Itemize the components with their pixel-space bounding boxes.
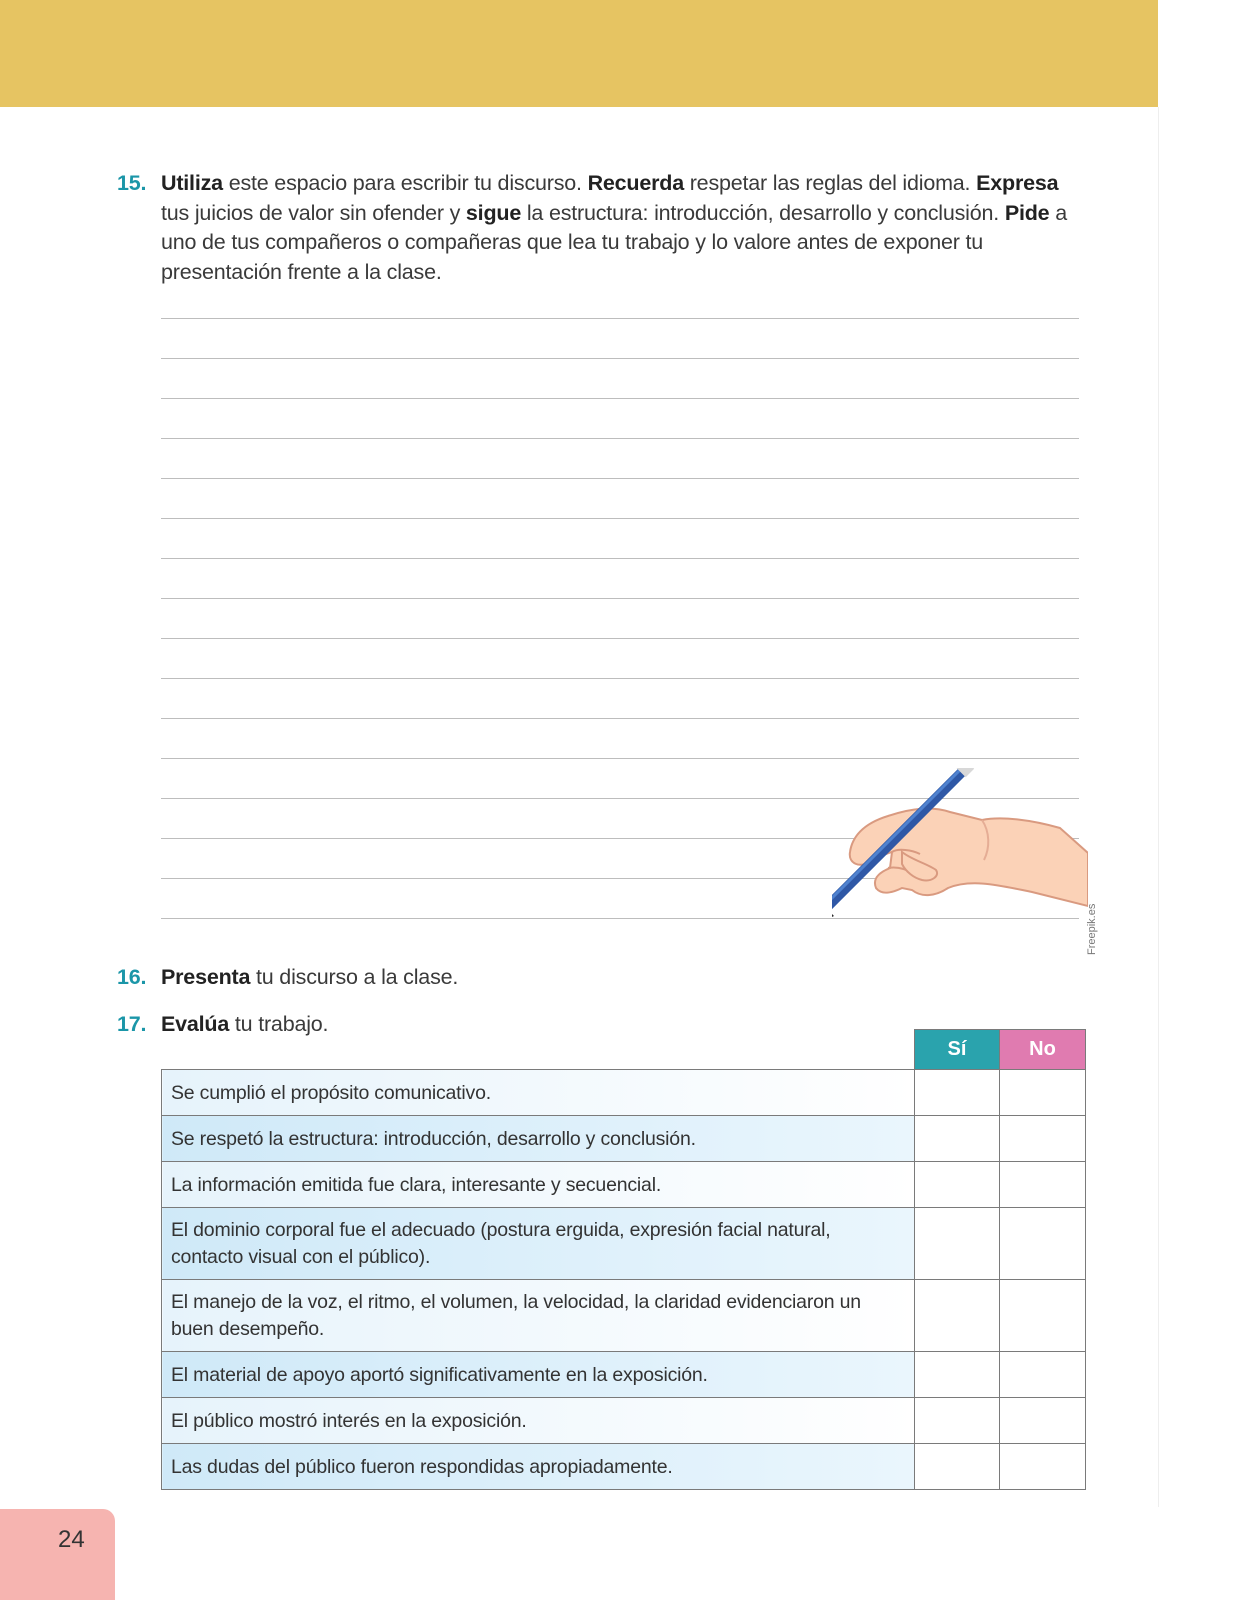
answer-cell-no[interactable] <box>1000 1070 1086 1116</box>
table-row <box>162 1352 1086 1398</box>
column-header-yes: Sí <box>915 1030 1000 1070</box>
instruction-text: respetar las reglas del idioma. <box>683 171 977 195</box>
answer-cell-no[interactable] <box>1000 1208 1086 1280</box>
writing-line[interactable] <box>161 718 1079 719</box>
question-number: 17. <box>117 1012 147 1036</box>
answer-cell-no[interactable] <box>1000 1398 1086 1444</box>
instruction-verb: Presenta <box>161 965 251 989</box>
writing-line[interactable] <box>161 678 1079 679</box>
evaluation-table <box>161 1029 1085 1490</box>
column-header-no: No <box>1000 1030 1086 1070</box>
criterion-cell: El manejo de la voz, el ritmo, el volumen, la velocidad, la claridad evidenciaron un buen desempeño. <box>162 1280 915 1352</box>
answer-cell-yes[interactable] <box>915 1162 1000 1208</box>
instruction-verb: sigue <box>465 200 522 225</box>
writing-line[interactable] <box>161 758 1079 759</box>
instruction-text: tus juicios de valor sin ofender y <box>161 200 466 225</box>
instruction-verb: Evalúa <box>161 1012 230 1036</box>
image-credit <box>1084 895 1104 955</box>
writing-line[interactable] <box>161 478 1079 479</box>
table-row <box>162 1398 1086 1444</box>
answer-cell-yes[interactable] <box>915 1280 1000 1352</box>
hand-writing-illustration <box>832 768 1088 930</box>
answer-cell-no[interactable] <box>1000 1352 1086 1398</box>
answer-cell-yes[interactable] <box>915 1070 1000 1116</box>
instruction-text: tu discurso a la clase. <box>250 965 459 989</box>
credit-text: Freepik.es <box>1086 903 1098 955</box>
table-row <box>162 1280 1086 1352</box>
writing-line[interactable] <box>161 358 1079 359</box>
instruction-text: tu trabajo. <box>229 1012 329 1036</box>
page-edge <box>1158 107 1159 1507</box>
answer-cell-no[interactable] <box>1000 1280 1086 1352</box>
writing-line[interactable] <box>161 438 1079 439</box>
answer-cell-no[interactable] <box>1000 1162 1086 1208</box>
table-corner <box>162 1030 915 1070</box>
criterion-cell: El material de apoyo aportó significativamente en la exposición. <box>162 1352 915 1398</box>
question-number: 15. <box>117 171 147 195</box>
writing-line[interactable] <box>161 598 1079 599</box>
writing-line[interactable] <box>161 558 1079 559</box>
criterion-cell: El público mostró interés en la exposición. <box>162 1398 915 1444</box>
instruction-text: este espacio para escribir tu discurso. <box>222 171 588 195</box>
answer-cell-yes[interactable] <box>915 1208 1000 1280</box>
table-row <box>162 1116 1086 1162</box>
instruction-text: a uno de tus compañeros o compañeras que lea tu trabajo y lo valore antes de exponer tu presentación frente a la clase. <box>161 200 1067 284</box>
writing-line[interactable] <box>161 398 1079 399</box>
answer-cell-no[interactable] <box>1000 1444 1086 1490</box>
instruction-text: la estructura: introducción, desarrollo y conclusión. <box>521 200 1005 225</box>
page-number: 24 <box>58 1526 85 1553</box>
question-number: 16. <box>117 965 147 989</box>
writing-line[interactable] <box>161 318 1079 319</box>
question-15-text <box>161 169 1083 287</box>
criterion-cell: Se respetó la estructura: introducción, desarrollo y conclusión. <box>162 1116 915 1162</box>
table-row <box>162 1208 1086 1280</box>
answer-cell-no[interactable] <box>1000 1116 1086 1162</box>
answer-cell-yes[interactable] <box>915 1398 1000 1444</box>
table-row <box>162 1444 1086 1490</box>
answer-cell-yes[interactable] <box>915 1116 1000 1162</box>
instruction-verb: Expresa <box>976 171 1059 195</box>
criterion-cell: La información emitida fue clara, interesante y secuencial. <box>162 1162 915 1208</box>
header-band <box>0 0 1158 107</box>
answer-cell-yes[interactable] <box>915 1444 1000 1490</box>
criterion-cell: Se cumplió el propósito comunicativo. <box>162 1070 915 1116</box>
criterion-cell: Las dudas del público fueron respondidas apropiadamente. <box>162 1444 915 1490</box>
table-row <box>162 1162 1086 1208</box>
instruction-verb: Pide <box>1004 200 1050 225</box>
writing-line[interactable] <box>161 638 1079 639</box>
question-15 <box>117 169 1083 287</box>
criterion-cell: El dominio corporal fue el adecuado (postura erguida, expresión facial natural, contacto visual con el público). <box>162 1208 915 1280</box>
page-number-tab <box>0 1509 115 1600</box>
writing-line[interactable] <box>161 518 1079 519</box>
question-16-text <box>161 963 1083 993</box>
instruction-verb: Recuerda <box>587 171 684 195</box>
instruction-verb: Utiliza <box>161 171 223 195</box>
answer-cell-yes[interactable] <box>915 1352 1000 1398</box>
question-16 <box>117 963 1083 993</box>
table-row <box>162 1070 1086 1116</box>
